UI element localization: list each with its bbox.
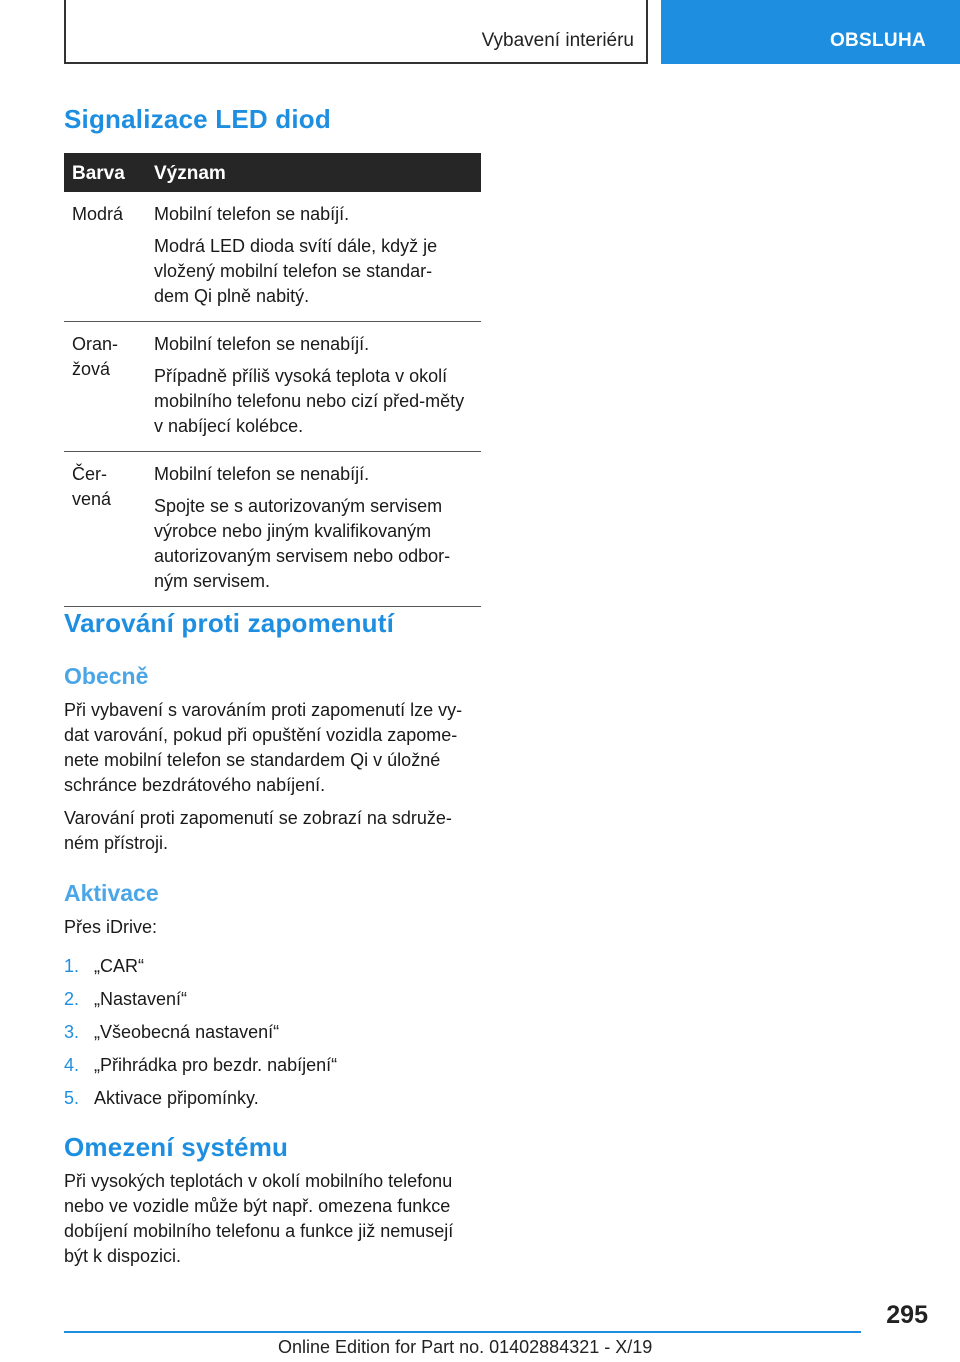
- step-text: Aktivace připomínky.: [94, 1088, 259, 1108]
- step-text: „Nastavení“: [94, 989, 188, 1009]
- activation-subtitle: Aktivace: [64, 880, 159, 906]
- page-number: 295: [886, 1301, 928, 1329]
- row-color-line: Oran‐: [72, 334, 119, 354]
- list-item: [64, 1086, 484, 1119]
- limits-section-title: Omezení systému: [64, 1132, 289, 1162]
- row-color-cell: [72, 462, 144, 512]
- row-color-line: Modrá: [72, 204, 124, 224]
- row-meaning-detail: Modrá LED dioda svítí dále, když je vložený mobilní telefon se standar‐dem Qi plně nabitý.: [154, 236, 438, 306]
- header-section-title: Vybavení interiéru: [481, 30, 634, 51]
- row-color-line: Čer‐: [72, 464, 107, 484]
- col-header-color: Barva: [72, 163, 125, 184]
- row-color-line: vená: [72, 489, 112, 509]
- activation-intro: Přes iDrive:: [64, 917, 158, 937]
- row-meaning-detail: Případně příliš vysoká teplota v okolí mobilního telefonu nebo cizí před‐měty v nabíjecí kolébce.: [154, 366, 465, 436]
- table-row: [64, 192, 481, 322]
- row-color-line: žová: [72, 359, 111, 379]
- step-number: 2.: [64, 989, 80, 1009]
- step-number: 5.: [64, 1088, 80, 1108]
- general-paragraph-2: Varování proti zapomenutí se zobrazí na sdruže‐ném přístroji.: [64, 808, 452, 853]
- general-subtitle: Obecně: [64, 663, 149, 689]
- row-meaning-cell: [154, 192, 481, 321]
- list-item: [64, 1020, 484, 1053]
- warning-section-title: Varování proti zapomenutí: [64, 608, 395, 638]
- footer-divider: [64, 1331, 861, 1333]
- footer-edition: Online Edition for Part no. 01402884321 - X/19: [278, 1337, 653, 1357]
- header-section-box: [64, 0, 648, 64]
- row-meaning-status: Mobilní telefon se nabíjí.: [154, 204, 350, 224]
- row-meaning-status: Mobilní telefon se nenabíjí.: [154, 334, 370, 354]
- step-text: „Všeobecná nastavení“: [94, 1022, 280, 1042]
- row-meaning-cell: [154, 452, 481, 606]
- row-meaning-status: Mobilní telefon se nenabíjí.: [154, 464, 370, 484]
- header-chapter-title: OBSLUHA: [829, 30, 926, 51]
- col-header-meaning: Význam: [154, 163, 226, 184]
- table-row: [64, 452, 481, 607]
- activation-steps: [64, 954, 484, 1119]
- step-text: „CAR“: [94, 956, 144, 976]
- step-number: 4.: [64, 1055, 80, 1075]
- list-item: [64, 954, 484, 987]
- step-number: 1.: [64, 956, 80, 976]
- row-color-cell: [72, 202, 144, 227]
- table-row: [64, 322, 481, 452]
- row-meaning-cell: [154, 322, 481, 451]
- list-item: [64, 987, 484, 1020]
- general-paragraph-1: Při vybavení s varováním proti zapomenutí lze vy‐dat varování, pokud při opuštění vozidla zapome‐nete mobilní telefon se standardem Qi v úložné schránce bezdrátového nabíjení.: [64, 700, 463, 795]
- step-number: 3.: [64, 1022, 80, 1042]
- led-table: [64, 153, 481, 607]
- limits-paragraph: Při vysokých teplotách v okolí mobilního telefonu nebo ve vozidle může být např. omezena funkce dobíjení mobilního telefonu a funkce již nemusejí být k dispozici.: [64, 1171, 454, 1266]
- led-section-title: Signalizace LED diod: [64, 104, 331, 134]
- list-item: [64, 1053, 484, 1086]
- led-table-header: [64, 153, 481, 192]
- header-chapter-tab: [661, 0, 960, 64]
- row-color-cell: [72, 332, 144, 382]
- step-text: „Přihrádka pro bezdr. nabíjení“: [94, 1055, 338, 1075]
- row-meaning-detail: Spojte se s autorizovaným servisem výrobce nebo jiným kvalifikovaným autorizovaným servisem nebo odbor‐ným servisem.: [154, 496, 451, 591]
